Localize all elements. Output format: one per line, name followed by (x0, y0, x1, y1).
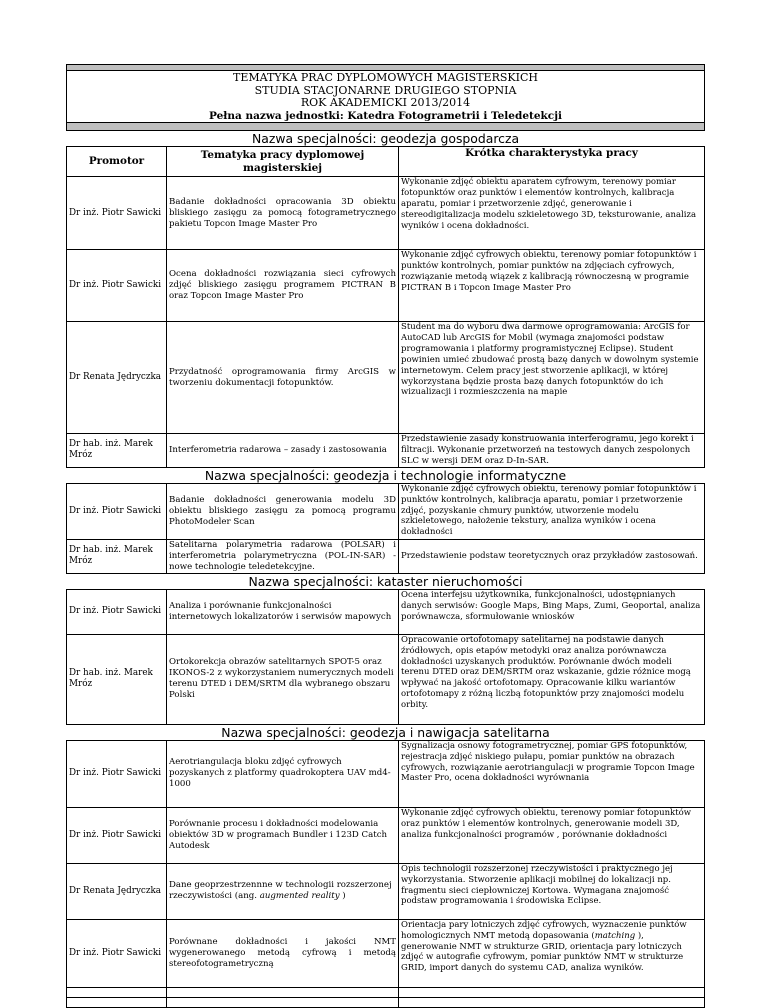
description-italic-term: matching (594, 930, 636, 941)
section-title: Nazwa specjalności: kataster nieruchomości (67, 573, 705, 589)
promotor-cell: Dr Renata Jędryczka (67, 322, 167, 434)
column-header-topic: Tematyka pracy dyplomowej magisterskiej (167, 147, 399, 177)
description-cell: Wykonanie zdjęć cyfrowych obiektu, terenowy pomiar fotopunktów i punktów kontrolnych, kalibracja aparatu, pomiar i przetworzenie zdjęć, pozyskanie chmury punktów, utworzenie modelu szkieletowego, nałożenie tekstury, analiza wyników i ocena dokładności (399, 483, 705, 539)
promotor-cell: Dr hab. inż. Marek Mróz (67, 634, 167, 724)
topic-cell: Przydatność oprogramowania firmy ArcGIS w tworzeniu dokumentacji fotopunktów. (167, 322, 399, 434)
topic-cell: Porównanie procesu i dokładności modelowania obiektów 3D w programach Bundler i 123D Catch Autodesk (167, 807, 399, 863)
doc-title: TEMATYKA PRAC DYPLOMOWYCH MAGISTERSKICH (67, 71, 705, 85)
table-row (67, 177, 705, 250)
description-cell: Wykonanie zdjęć cyfrowych obiektu, terenowy pomiar fotopunktów i punktów kontrolnych, pomiar punktów na zdjęciach cyfrowych, rozwiązanie metodą wiązek z kalibracją równoczesną w programie PICTRAN B i Topcon Image Master Pro (399, 250, 705, 322)
section-title: Nazwa specjalności: geodezja i technologie informatyczne (67, 467, 705, 483)
description-cell: Przedstawienie zasady konstruowania interferogramu, jego korekt i filtracji. Wykonanie przetworzeń na testowych danych zespolonych SLC w wersji DEM oraz D-In-SAR. (399, 434, 705, 468)
description-cell: Ocena interfejsu użytkownika, funkcjonalności, udostępnianych danych serwisów: Google Maps, Bing Maps, Zumi, Geoportal, analiza porównawcza, sformułowanie wniosków (399, 589, 705, 634)
description-cell: Wykonanie zdjęć cyfrowych obiektu, terenowy pomiar fotopunktów oraz punktów i elementów kontrolnych, generowanie modeli 3D, analiza funkcjonalności programów , porównanie dokładności (399, 807, 705, 863)
empty-row (67, 987, 705, 997)
topic-cell: Ortokorekcja obrazów satelitarnych SPOT-5 oraz IKONOS-2 z wykorzystaniem numerycznych modeli terenu DTED i DEM/SRTM dla wybranego obszaru Polski (167, 634, 399, 724)
promotor-cell: Dr hab. inż. Marek Mróz (67, 539, 167, 573)
topic-cell: Analiza i porównanie funkcjonalności internetowych lokalizatorów i serwisów mapowych (167, 589, 399, 634)
table-row (67, 634, 705, 724)
topic-cell: Porównane dokładności i jakości NMT wygenerowanego metodą cyfrową i metodą stereofotogrametryczną (167, 919, 399, 987)
topic-cell: Interferometria radarowa – zasady i zastosowania (167, 434, 399, 468)
description-text: Orientacja pary lotniczych zdjęć cyfrowych, wyznaczenie punktów homologicznych NMT metodą dopasowania ( (401, 919, 687, 941)
section-title: Nazwa specjalności: geodezja i nawigacja satelitarna (67, 724, 705, 740)
table-row (67, 483, 705, 539)
topic-cell: Ocena dokładności rozwiązania sieci cyfrowych zdjęć bliskiego zasięgu programem PICTRAN B oraz Topcon Image Master Pro (167, 250, 399, 322)
description-cell: Sygnalizacja osnowy fotogrametrycznej, pomiar GPS fotopunktów, rejestracja zdjęć niskiego pułapu, pomiar punktów na obrazach cyfrowych, rozwiązanie aerotriangulacji w programie Topcon Image Master Pro, ocena dokładności wyrównania (399, 740, 705, 807)
table-row (67, 250, 705, 322)
description-cell (399, 919, 705, 987)
description-cell: Opis technologii rozszerzonej rzeczywistości i praktycznego jej wykorzystania. Stworzenie aplikacji mobilnej do lokalizacji np. fragmentu sieci ciepłowniczej Kortowa. Wymagana znajomość podstaw programowania i środowiska Eclipse. (399, 863, 705, 919)
document-sheet (66, 64, 704, 1008)
topic-cell: Aerotriangulacja bloku zdjęć cyfrowych pozyskanych z platformy quadrokoptera UAV md4-1000 (167, 740, 399, 807)
description-cell: Przedstawienie podstaw teoretycznych oraz przykładów zastosowań. (399, 539, 705, 573)
table-row (67, 807, 705, 863)
description-cell: Opracowanie ortofotomapy satelitarnej na podstawie danych źródłowych, opis etapów metodyki oraz analiza porównawcza dokładności uzyskanych produktów. Porównanie dwóch modeli terenu DTED oraz DEM/SRTM oraz wskazanie, gdzie różnice mogą wpływać na jakość ortofotomapy. Opracowanie kilku wariantów ortofotomapy z różną liczbą fotopunktów przy znajomości modelu orbity. (399, 634, 705, 724)
topic-cell: Satelitarna polarymetria radarowa (POLSAR) i interferometria polarymetryczna (POL-IN-SAR) - nowe technologie teledetekcyjne. (167, 539, 399, 573)
table-row (67, 589, 705, 634)
promotor-cell: Dr inż. Piotr Sawicki (67, 919, 167, 987)
topic-italic-term: augmented reality (259, 891, 340, 902)
section-title: Nazwa specjalności: geodezja gospodarcza (67, 131, 705, 147)
column-header-description: Krótka charakterystyka pracy (399, 147, 705, 177)
unit-name: Pełna nazwa jednostki: Katedra Fotogrametrii i Teledetekcji (67, 110, 705, 123)
promotor-cell: Dr inż. Piotr Sawicki (67, 807, 167, 863)
column-header-promotor: Promotor (67, 147, 167, 177)
promotor-cell: Dr inż. Piotr Sawicki (67, 589, 167, 634)
topic-cell: Badanie dokładności generowania modelu 3D obiektu bliskiego zasięgu za pomocą programu PhotoModeler Scan (167, 483, 399, 539)
description-text-end: ), generowanie NMT w strukturze GRID, orientacja pary lotniczych zdjęć w autografie cyfrowym, pomiar punktów NMT w strukturze GRID, import danych do systemu CAD, analiza wyników. (401, 930, 684, 974)
promotor-cell: Dr inż. Piotr Sawicki (67, 250, 167, 322)
empty-row (67, 997, 705, 1007)
topic-cell: Badanie dokładności opracowania 3D obiektu bliskiego zasięgu za pomocą fotogrametrycznego pakietu Topcon Image Master Pro (167, 177, 399, 250)
doc-subtitle: STUDIA STACJONARNE DRUGIEGO STOPNIA (67, 85, 705, 98)
table-row (67, 863, 705, 919)
topic-text-end: ) (339, 891, 346, 902)
table-row (67, 740, 705, 807)
promotor-cell: Dr hab. inż. Marek Mróz (67, 434, 167, 468)
promotor-cell: Dr inż. Piotr Sawicki (67, 177, 167, 250)
table-row (67, 322, 705, 434)
topic-text: Dane geoprzestrzennne w technologii rozszerzonej rzeczywistości (ang. (169, 880, 392, 902)
academic-year: ROK AKADEMICKI 2013/2014 (67, 97, 705, 110)
promotor-cell: Dr inż. Piotr Sawicki (67, 740, 167, 807)
table-row (67, 434, 705, 468)
promotor-cell: Dr Renata Jędryczka (67, 863, 167, 919)
table-row (67, 539, 705, 573)
table-row (67, 919, 705, 987)
grey-band (67, 123, 705, 131)
topic-cell (167, 863, 399, 919)
promotor-cell: Dr inż. Piotr Sawicki (67, 483, 167, 539)
description-cell: Student ma do wyboru dwa darmowe oprogramowania: ArcGIS for AutoCAD lub ArcGIS for Mobil (wymaga znajomości podstaw programowania i platformy programistycznej Eclipse). Student powinien umieć zbudować prostą bazę danych w dowolnym systemie internetowym. Celem pracy jest stworzenie aplikacji, w której wykorzystana będzie prosta bazę danych fotopunktów do ich wizualizacji i rozmieszczenia na mapie (399, 322, 705, 434)
thesis-topics-table (66, 64, 705, 1008)
description-cell: Wykonanie zdjęć obiektu aparatem cyfrowym, terenowy pomiar fotopunktów oraz punktów i elementów kontrolnych, kalibracja aparatu, pomiar i przetworzenie zdjęć, generowanie i stereodigitalizacja modelu szkieletowego 3D, teksturowanie, analiza wyników i ocena dokładności. (399, 177, 705, 250)
